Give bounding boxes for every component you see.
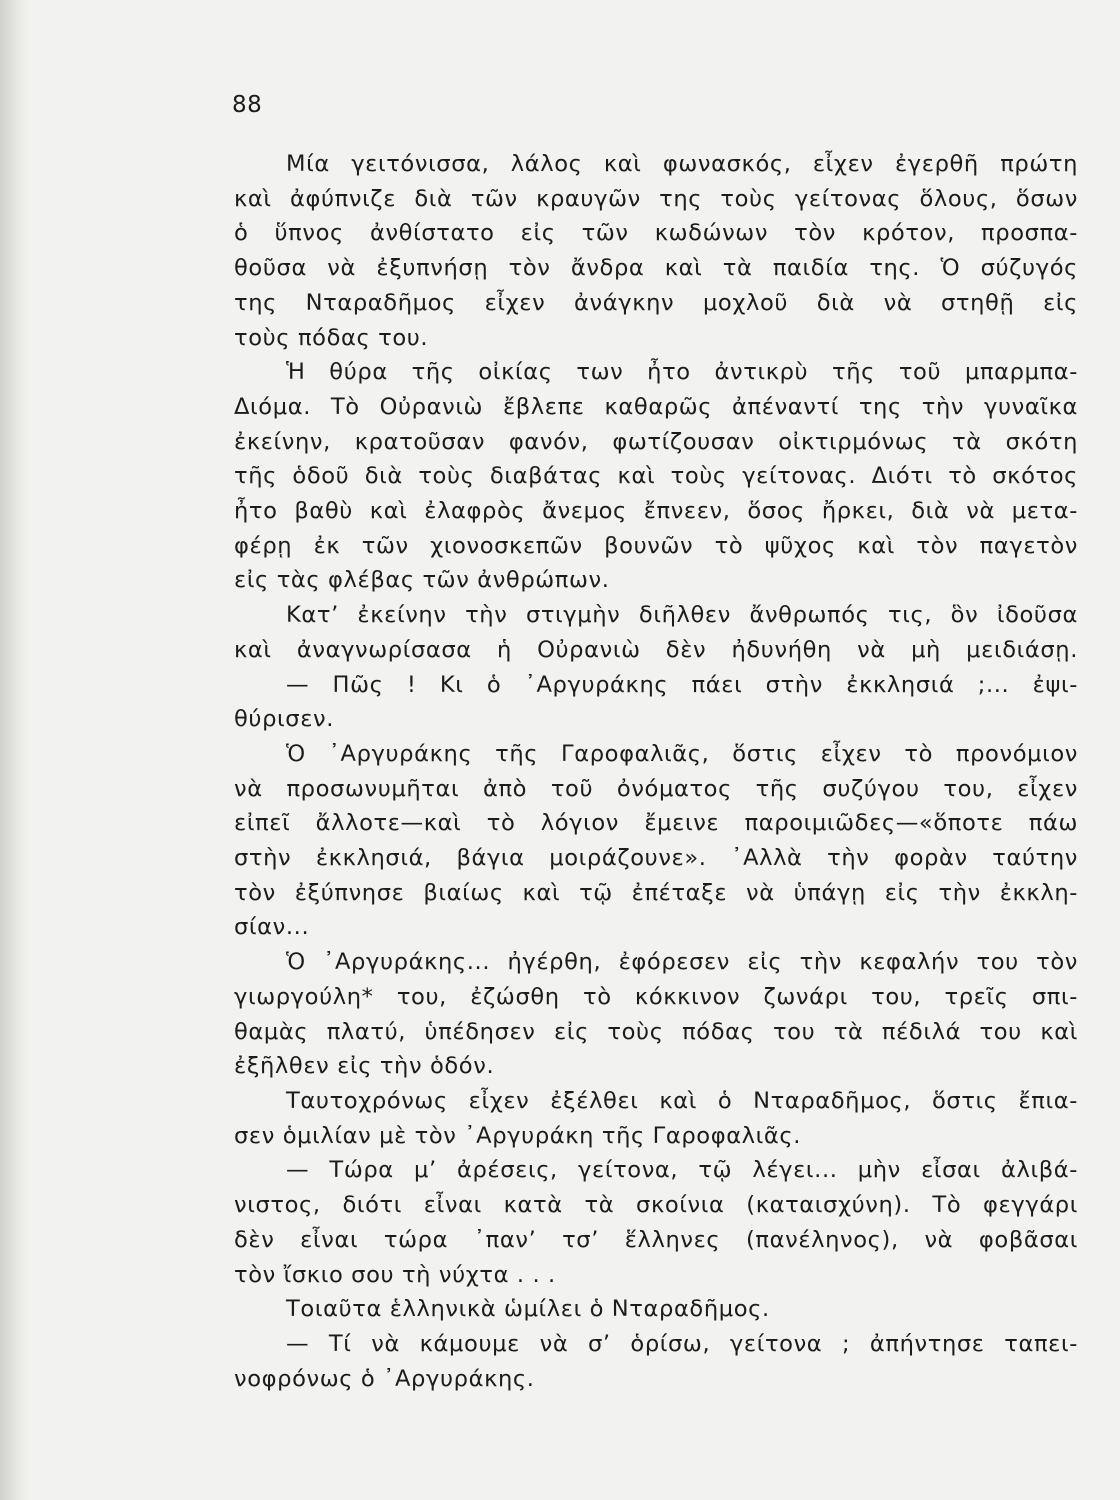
text-line: Ὁ ᾿Αργυράκης... ἠγέρθη, ἐφόρεσεν εἰς τὴν κεφαλήν του τὸν	[286, 949, 1078, 976]
text-line: θύρισεν.	[234, 706, 335, 733]
text-line: σεν ὁμιλίαν μὲ τὸν ᾿Αργυράκη τῆς Γαροφαλιᾶς.	[234, 1122, 802, 1149]
text-line: ὁ ὕπνος ἀνθίστατο εἰς τῶν κωδώνων τὸν κρότον, προσπα-	[234, 220, 1078, 247]
text-line: Τοιαῦτα ἑλληνικὰ ὡμίλει ὁ Νταραδῆμος.	[286, 1296, 770, 1323]
text-line: Ὁ ᾿Αργυράκης τῆς Γαροφαλιᾶς, ὅστις εἶχεν τὸ προνόμιον	[286, 740, 1078, 767]
text-line: ἐκείνην, κρατοῦσαν φανόν, φωτίζουσαν οἰκτιρμόνως τὰ σκότη	[234, 428, 1078, 455]
text-line: Διόμα. Τὸ Οὐρανιὼ ἔβλεπε καθαρῶς ἀπέναντί της τὴν γυναῖκα	[234, 393, 1078, 420]
text-line: στὴν ἐκκλησιά, βάγια μοιράζουνε». ᾿Αλλὰ τὴν φορὰν ταύτην	[234, 845, 1078, 872]
body-text	[234, 147, 1078, 1396]
text-line: θαμὰς πλατύ, ὑπέδησεν εἰς τοὺς πόδας του τὰ πέδιλά του καὶ	[234, 1018, 1078, 1045]
text-line: Μία γειτόνισσα, λάλος καὶ φωνασκός, εἶχεν ἐγερθῆ πρώτη	[286, 151, 1078, 177]
page-number: 88	[232, 92, 263, 118]
text-line: εἰπεῖ ἄλλοτε—καὶ τὸ λόγιον ἔμεινε παροιμιῶδες—«ὅποτε πάω	[234, 810, 1078, 837]
page-edge-shadow	[0, 0, 30, 1500]
text-line: καὶ ἀφύπνιζε διὰ τῶν κραυγῶν της τοὺς γείτονας ὅλους, ὅσων	[234, 185, 1078, 212]
text-line: της Νταραδῆμος εἶχεν ἀνάγκην μοχλοῦ διὰ νὰ στηθῇ εἰς	[234, 289, 1078, 316]
text-line: ἦτο βαθὺ καὶ ἐλαφρὸς ἄνεμος ἔπνεεν, ὅσος ἤρκει, διὰ νὰ μετα-	[234, 498, 1078, 525]
text-line: τοὺς πόδας του.	[234, 324, 429, 351]
text-line: δὲν εἶναι τώρα ᾿παν’ τσ’ ἕλληνες (πανέληνος), νὰ φοβᾶσαι	[234, 1226, 1078, 1253]
text-line: Ταυτοχρόνως εἶχεν ἐξέλθει καὶ ὁ Νταραδῆμος, ὅστις ἔπια-	[286, 1087, 1078, 1114]
text-line: — Τί νὰ κάμουμε νὰ σ’ ὁρίσω, γείτονα ; ἀπήντησε ταπει-	[286, 1330, 1078, 1357]
text-line: γιωργούλη* του, ἐζώσθη τὸ κόκκινον ζωνάρι του, τρεῖς σπι-	[234, 983, 1078, 1010]
text-line: καὶ ἀναγνωρίσασα ἡ Οὐρανιὼ δὲν ἠδυνήθη νὰ μὴ μειδιάσῃ.	[234, 636, 1078, 663]
text-line: — Τώρα μ’ ἀρέσεις, γείτονα, τῷ λέγει... μὴν εἶσαι ἀλιβά-	[286, 1157, 1078, 1184]
text-line: νιστος, διότι εἶναι κατὰ τὰ σκοίνια (καταισχύνη). Τὸ φεγγάρι	[234, 1192, 1078, 1219]
text-line: τὸν ἴσκιο σου τὴ νύχτα . . .	[234, 1261, 556, 1288]
text-line: σίαν...	[234, 914, 310, 941]
text-line: — Πῶς ! Κι ὁ ᾿Αργυράκης πάει στὴν ἐκκλησιά ;... ἐψι-	[286, 671, 1078, 698]
text-line: Ἡ θύρα τῆς οἰκίας των ἦτο ἀντικρὺ τῆς τοῦ μπαρμπα-	[286, 359, 1078, 386]
text-line: νοφρόνως ὁ ᾿Αργυράκης.	[234, 1365, 535, 1392]
text-line: εἰς τὰς φλέβας τῶν ἀνθρώπων.	[234, 567, 610, 594]
text-line: φέρῃ ἐκ τῶν χιονοσκεπῶν βουνῶν τὸ ψῦχος καὶ τὸν παγετὸν	[234, 532, 1078, 559]
text-line: θοῦσα νὰ ἐξυπνήσῃ τὸν ἄνδρα καὶ τὰ παιδία της. Ὁ σύζυγός	[234, 255, 1078, 282]
text-line: τὸν ἐξύπνησε βιαίως καὶ τῷ ἐπέταξε νὰ ὑπάγῃ εἰς τὴν ἐκκλη-	[234, 879, 1078, 906]
text-line: Κατ’ ἐκείνην τὴν στιγμὴν διῆλθεν ἄνθρωπός τις, ὃν ἰδοῦσα	[286, 602, 1078, 629]
text-line: τῆς ὁδοῦ διὰ τοὺς διαβάτας καὶ τοὺς γείτονας. Διότι τὸ σκότος	[234, 463, 1078, 490]
text-line: νὰ προσωνυμῆται ἀπὸ τοῦ ὀνόματος τῆς συζύγου του, εἶχεν	[234, 775, 1078, 802]
text-line: ἐξῆλθεν εἰς τὴν ὁδόν.	[234, 1053, 495, 1080]
